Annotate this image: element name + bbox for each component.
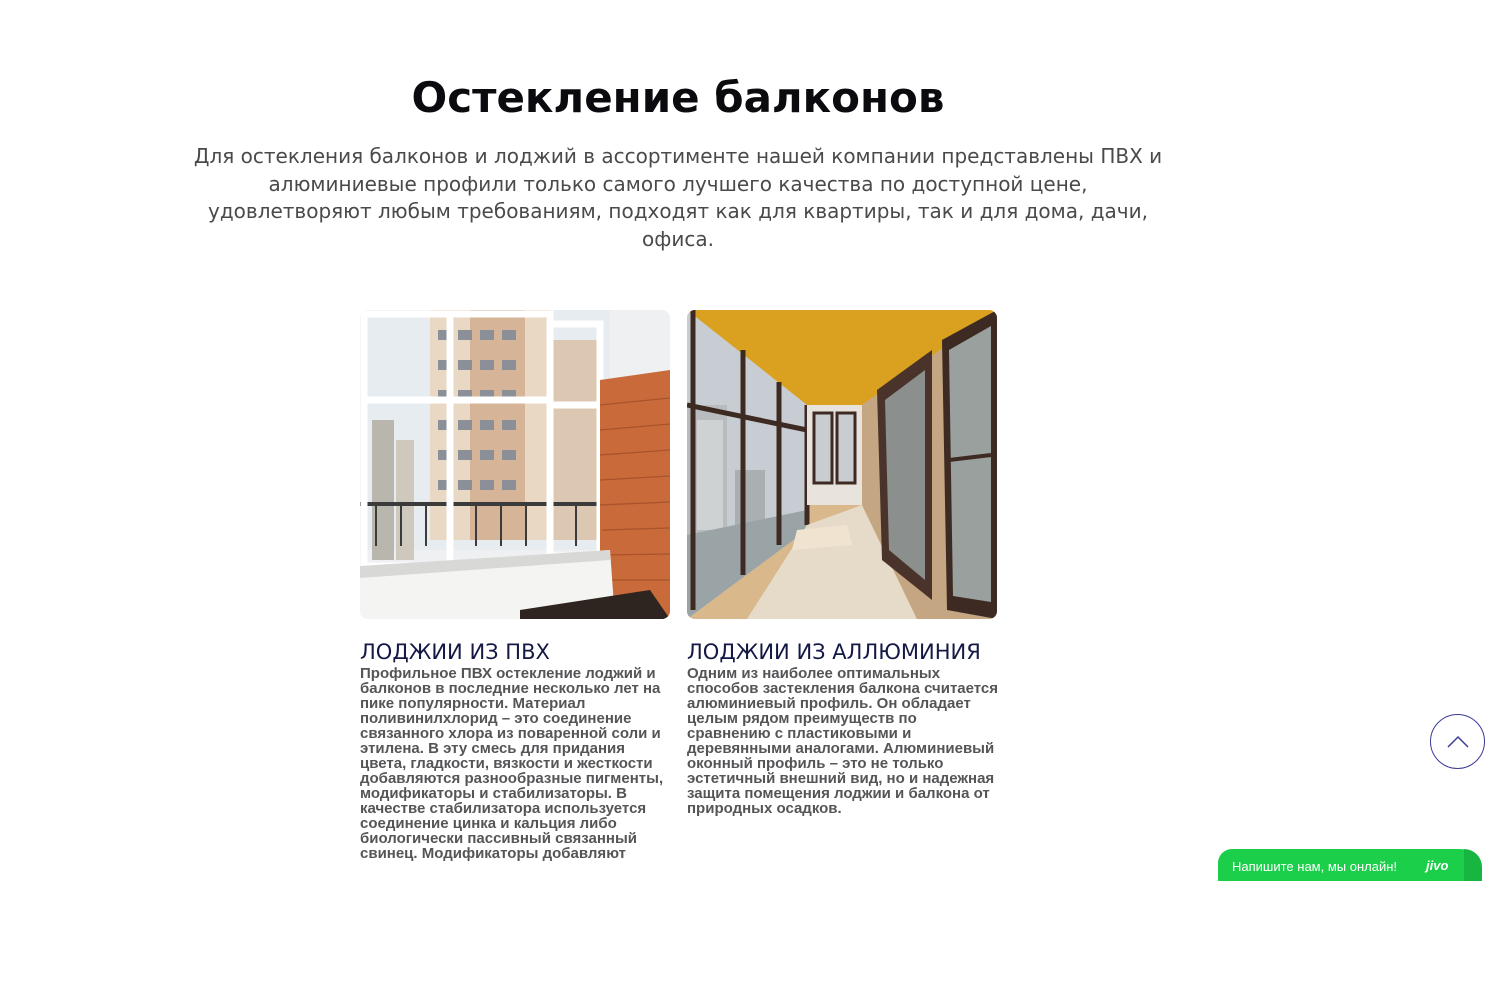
card-title-aluminium: ЛОДЖИИ ИЗ АЛЛЮМИНИЯ [687,640,981,664]
card-text-aluminium: Одним из наиболее оптимальных способов застекления балкона считается алюминиевый профиль. Он обладает целым рядом преимуществ по сравнению с пластиковыми и деревянными аналогами. Алюминиевый оконный профиль – это не только эстетичный внешний вид, но и надежная защита помещения лоджии и балкона от природных осадков. [687,665,999,817]
section-intro: Для остекления балконов и лоджий в ассортименте нашей компании представлены ПВХ и алюминиевые профили только самого лучшего качества по доступной цене, удовлетворяют любым требованиям, подходят как для квартиры, так и для дома, дачи, офиса. [193,144,1163,251]
chat-widget-label: Напишите нам, мы онлайн! [1232,859,1398,874]
page-title: Остекление балконов [411,73,945,122]
card-pvc [360,310,672,861]
jivo-logo: jivo [1426,858,1449,873]
photo-aluminium-loggia [687,310,997,619]
card-text-pvc: Профильное ПВХ остекление лоджий и балконов в последние несколько лет на пике популярности. Материал поливинилхлорид – это соединение связанного хлора из поваренной соли и этилена. В эту смесь для придания цвета, гладкости, вязкости и жесткости добавляются разнообразные пигменты, модификаторы и стабилизаторы. В качестве стабилизатора используется соединение цинка и кальция либо биологически пассивный связанный свинец. Модификаторы добавляют [360,666,664,861]
chevron-up-icon [1446,733,1470,749]
chat-widget-button[interactable] [1218,849,1482,881]
card-title-pvc: ЛОДЖИИ ИЗ ПВХ [360,640,550,664]
photo-pvc-balcony [360,310,670,619]
card-aluminium [687,310,999,816]
chat-widget-tail [1464,849,1482,881]
scroll-top-button[interactable] [1430,714,1485,769]
